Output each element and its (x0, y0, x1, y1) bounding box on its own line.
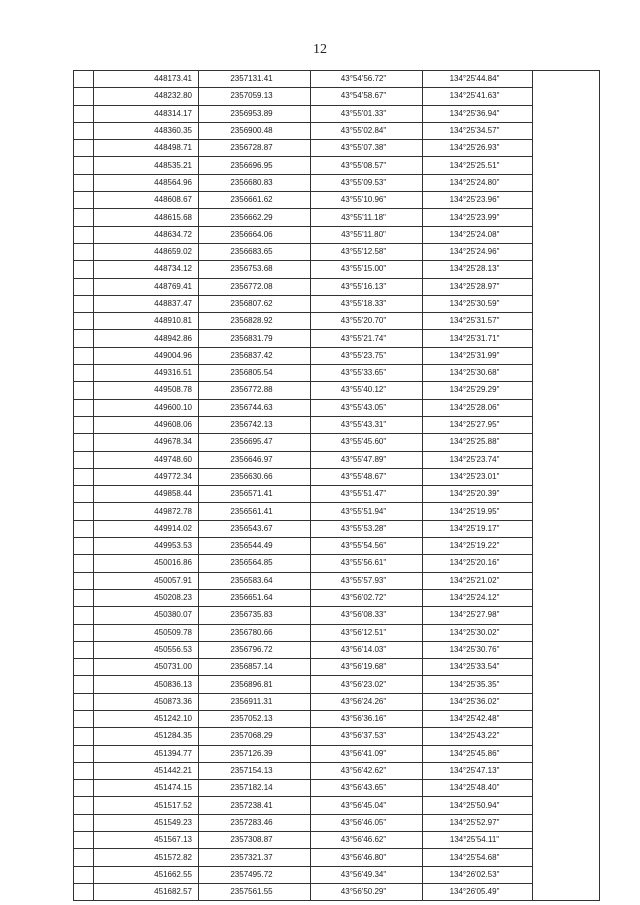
longitude-cell: 134°25'50.94" (423, 797, 533, 814)
latitude-cell: 43°56'46.62" (311, 832, 423, 849)
table-row (74, 607, 600, 624)
coord-x-cell: 449508.78 (94, 382, 199, 399)
coord-x-cell: 450016.86 (94, 555, 199, 572)
table-row (74, 676, 600, 693)
longitude-cell: 134°25'25.51" (423, 157, 533, 174)
longitude-cell: 134°25'45.86" (423, 745, 533, 762)
coord-x-cell: 449914.02 (94, 520, 199, 537)
latitude-cell: 43°55'20.70" (311, 313, 423, 330)
longitude-cell: 134°25'42.48" (423, 710, 533, 727)
coord-y-cell: 2356696.95 (199, 157, 311, 174)
row-blank-cell (74, 814, 94, 831)
coord-x-cell: 450873.36 (94, 693, 199, 710)
table-row (74, 468, 600, 485)
longitude-cell: 134°25'41.63" (423, 88, 533, 105)
latitude-cell: 43°56'46.80" (311, 849, 423, 866)
coord-y-cell: 2357126.39 (199, 745, 311, 762)
longitude-cell: 134°25'31.71" (423, 330, 533, 347)
longitude-cell: 134°25'23.74" (423, 451, 533, 468)
coord-y-cell: 2356831.79 (199, 330, 311, 347)
coord-x-cell: 449748.60 (94, 451, 199, 468)
latitude-cell: 43°56'43.65" (311, 780, 423, 797)
table-row (74, 330, 600, 347)
latitude-cell: 43°55'56.61" (311, 555, 423, 572)
table-row (74, 174, 600, 191)
coord-x-cell: 448314.17 (94, 105, 199, 122)
row-blank-cell (74, 192, 94, 209)
coordinates-table (73, 70, 600, 901)
longitude-cell: 134°26'05.49" (423, 883, 533, 900)
table-row (74, 122, 600, 139)
table-row (74, 762, 600, 779)
latitude-cell: 43°55'09.53" (311, 174, 423, 191)
coord-x-cell: 448173.41 (94, 71, 199, 88)
longitude-cell: 134°25'27.95" (423, 416, 533, 433)
latitude-cell: 43°55'10.96" (311, 192, 423, 209)
coord-x-cell: 449600.10 (94, 399, 199, 416)
row-blank-cell (74, 832, 94, 849)
row-blank-cell (74, 140, 94, 157)
coord-x-cell: 450731.00 (94, 659, 199, 676)
row-blank-cell (74, 382, 94, 399)
row-blank-cell (74, 347, 94, 364)
coord-y-cell: 2356953.89 (199, 105, 311, 122)
longitude-cell: 134°25'36.02" (423, 693, 533, 710)
row-blank-cell (74, 883, 94, 900)
coord-x-cell: 451567.13 (94, 832, 199, 849)
row-blank-cell (74, 122, 94, 139)
longitude-cell: 134°25'19.17" (423, 520, 533, 537)
row-blank-cell (74, 243, 94, 260)
longitude-cell: 134°25'23.96" (423, 192, 533, 209)
longitude-cell: 134°25'34.57" (423, 122, 533, 139)
table-row (74, 209, 600, 226)
coord-x-cell: 451682.57 (94, 883, 199, 900)
coord-y-cell: 2356561.41 (199, 503, 311, 520)
coord-x-cell: 448232.80 (94, 88, 199, 105)
longitude-cell: 134°25'26.93" (423, 140, 533, 157)
coord-x-cell: 451549.23 (94, 814, 199, 831)
row-blank-cell (74, 451, 94, 468)
coord-x-cell: 451442.21 (94, 762, 199, 779)
page-number: 12 (313, 42, 327, 57)
row-blank-cell (74, 607, 94, 624)
table-row (74, 780, 600, 797)
latitude-cell: 43°56'45.04" (311, 797, 423, 814)
longitude-cell: 134°25'48.40" (423, 780, 533, 797)
coord-x-cell: 449858.44 (94, 486, 199, 503)
latitude-cell: 43°55'16.13" (311, 278, 423, 295)
longitude-cell: 134°25'31.99" (423, 347, 533, 364)
row-blank-cell (74, 503, 94, 520)
latitude-cell: 43°55'54.56" (311, 538, 423, 555)
longitude-cell: 134°25'24.80" (423, 174, 533, 191)
latitude-cell: 43°56'37.53" (311, 728, 423, 745)
row-blank-cell (74, 105, 94, 122)
latitude-cell: 43°55'07.38" (311, 140, 423, 157)
coord-x-cell: 448734.12 (94, 261, 199, 278)
table-row (74, 71, 600, 88)
row-blank-cell (74, 745, 94, 762)
row-blank-cell (74, 226, 94, 243)
table-row (74, 105, 600, 122)
longitude-cell: 134°25'47.13" (423, 762, 533, 779)
table-row (74, 589, 600, 606)
longitude-cell: 134°25'28.97" (423, 278, 533, 295)
row-blank-cell (74, 693, 94, 710)
longitude-cell: 134°25'19.95" (423, 503, 533, 520)
coord-y-cell: 2356828.92 (199, 313, 311, 330)
table-row (74, 88, 600, 105)
latitude-cell: 43°56'14.03" (311, 641, 423, 658)
table-row (74, 243, 600, 260)
coord-y-cell: 2357131.41 (199, 71, 311, 88)
longitude-cell: 134°25'54.11" (423, 832, 533, 849)
row-blank-cell (74, 278, 94, 295)
coord-y-cell: 2356742.13 (199, 416, 311, 433)
coord-x-cell: 448910.81 (94, 313, 199, 330)
coord-y-cell: 2357059.13 (199, 88, 311, 105)
coord-y-cell: 2356564.85 (199, 555, 311, 572)
coord-y-cell: 2356807.62 (199, 295, 311, 312)
row-blank-cell (74, 486, 94, 503)
row-blank-cell (74, 88, 94, 105)
coord-y-cell: 2356805.54 (199, 365, 311, 382)
latitude-cell: 43°56'12.51" (311, 624, 423, 641)
longitude-cell: 134°25'30.59" (423, 295, 533, 312)
coord-x-cell: 449678.34 (94, 434, 199, 451)
longitude-cell: 134°25'52.97" (423, 814, 533, 831)
coord-x-cell: 450380.07 (94, 607, 199, 624)
table-row (74, 814, 600, 831)
row-blank-cell (74, 261, 94, 278)
coord-x-cell: 448535.21 (94, 157, 199, 174)
longitude-cell: 134°25'29.29" (423, 382, 533, 399)
table-row (74, 624, 600, 641)
coord-y-cell: 2356772.08 (199, 278, 311, 295)
row-blank-cell (74, 174, 94, 191)
latitude-cell: 43°55'18.33" (311, 295, 423, 312)
coord-y-cell: 2356695.47 (199, 434, 311, 451)
table-row (74, 866, 600, 883)
coord-x-cell: 448360.35 (94, 122, 199, 139)
row-blank-cell (74, 520, 94, 537)
row-blank-cell (74, 365, 94, 382)
latitude-cell: 43°55'02.84" (311, 122, 423, 139)
coord-y-cell: 2356837.42 (199, 347, 311, 364)
latitude-cell: 43°55'12.58" (311, 243, 423, 260)
longitude-cell: 134°25'24.12" (423, 589, 533, 606)
coord-y-cell: 2356857.14 (199, 659, 311, 676)
coord-x-cell: 448564.96 (94, 174, 199, 191)
longitude-cell: 134°25'43.22" (423, 728, 533, 745)
table-row (74, 313, 600, 330)
table-row (74, 416, 600, 433)
coord-y-cell: 2356571.41 (199, 486, 311, 503)
coord-x-cell: 448498.71 (94, 140, 199, 157)
table-row (74, 745, 600, 762)
row-blank-cell (74, 866, 94, 883)
table-row (74, 503, 600, 520)
table-row (74, 693, 600, 710)
table-row (74, 226, 600, 243)
latitude-cell: 43°55'57.93" (311, 572, 423, 589)
row-blank-cell (74, 676, 94, 693)
longitude-cell: 134°25'23.01" (423, 468, 533, 485)
coord-x-cell: 450556.53 (94, 641, 199, 658)
coord-x-cell: 449772.34 (94, 468, 199, 485)
coord-x-cell: 451284.35 (94, 728, 199, 745)
coord-y-cell: 2356728.87 (199, 140, 311, 157)
table-row (74, 140, 600, 157)
coord-y-cell: 2356683.65 (199, 243, 311, 260)
longitude-cell: 134°25'54.68" (423, 849, 533, 866)
longitude-cell: 134°25'31.57" (423, 313, 533, 330)
coord-y-cell: 2356896.81 (199, 676, 311, 693)
coord-x-cell: 451474.15 (94, 780, 199, 797)
table-row (74, 365, 600, 382)
coord-y-cell: 2356651.64 (199, 589, 311, 606)
table-row (74, 295, 600, 312)
latitude-cell: 43°56'36.16" (311, 710, 423, 727)
coord-x-cell: 449316.51 (94, 365, 199, 382)
row-blank-cell (74, 538, 94, 555)
coord-y-cell: 2356796.72 (199, 641, 311, 658)
coord-x-cell: 448615.68 (94, 209, 199, 226)
row-blank-cell (74, 728, 94, 745)
coord-y-cell: 2356772.88 (199, 382, 311, 399)
coord-x-cell: 451517.52 (94, 797, 199, 814)
latitude-cell: 43°55'11.80" (311, 226, 423, 243)
latitude-cell: 43°54'58.67" (311, 88, 423, 105)
table-row (74, 434, 600, 451)
table-row (74, 192, 600, 209)
coord-y-cell: 2356646.97 (199, 451, 311, 468)
longitude-cell: 134°25'30.02" (423, 624, 533, 641)
coord-x-cell: 449953.53 (94, 538, 199, 555)
coord-y-cell: 2356543.67 (199, 520, 311, 537)
latitude-cell: 43°56'41.09" (311, 745, 423, 762)
coord-y-cell: 2356664.06 (199, 226, 311, 243)
coord-y-cell: 2357308.87 (199, 832, 311, 849)
longitude-cell: 134°25'30.76" (423, 641, 533, 658)
latitude-cell: 43°56'02.72" (311, 589, 423, 606)
table-row (74, 382, 600, 399)
table-row (74, 659, 600, 676)
coord-x-cell: 451572.82 (94, 849, 199, 866)
table-row (74, 486, 600, 503)
coord-y-cell: 2356744.63 (199, 399, 311, 416)
latitude-cell: 43°55'15.00" (311, 261, 423, 278)
table-row (74, 710, 600, 727)
table-row (74, 849, 600, 866)
coord-x-cell: 451242.10 (94, 710, 199, 727)
row-blank-cell (74, 641, 94, 658)
longitude-cell: 134°25'30.68" (423, 365, 533, 382)
coord-x-cell: 449004.96 (94, 347, 199, 364)
latitude-cell: 43°54'56.72" (311, 71, 423, 88)
coord-y-cell: 2356753.68 (199, 261, 311, 278)
coord-y-cell: 2356911.31 (199, 693, 311, 710)
coord-x-cell: 448634.72 (94, 226, 199, 243)
latitude-cell: 43°55'08.57" (311, 157, 423, 174)
latitude-cell: 43°56'24.26" (311, 693, 423, 710)
coord-x-cell: 450057.91 (94, 572, 199, 589)
row-blank-cell (74, 849, 94, 866)
longitude-cell: 134°25'36.94" (423, 105, 533, 122)
coord-y-cell: 2357068.29 (199, 728, 311, 745)
row-blank-cell (74, 710, 94, 727)
latitude-cell: 43°55'43.31" (311, 416, 423, 433)
row-blank-cell (74, 797, 94, 814)
coord-y-cell: 2356900.48 (199, 122, 311, 139)
coord-y-cell: 2357495.72 (199, 866, 311, 883)
latitude-cell: 43°55'51.94" (311, 503, 423, 520)
row-blank-cell (74, 555, 94, 572)
table-row (74, 883, 600, 900)
latitude-cell: 43°56'42.62" (311, 762, 423, 779)
coord-x-cell: 451662.55 (94, 866, 199, 883)
coordinates-table-body (74, 71, 600, 901)
coord-x-cell: 448942.86 (94, 330, 199, 347)
row-blank-cell (74, 659, 94, 676)
row-blank-cell (74, 468, 94, 485)
longitude-cell: 134°25'20.39" (423, 486, 533, 503)
row-blank-cell (74, 589, 94, 606)
notes-column-cell (533, 71, 600, 901)
coord-x-cell: 449872.78 (94, 503, 199, 520)
latitude-cell: 43°56'46.05" (311, 814, 423, 831)
latitude-cell: 43°56'49.34" (311, 866, 423, 883)
coord-x-cell: 448608.67 (94, 192, 199, 209)
latitude-cell: 43°55'11.18" (311, 209, 423, 226)
table-row (74, 728, 600, 745)
table-row (74, 451, 600, 468)
table-row (74, 572, 600, 589)
coord-x-cell: 450509.78 (94, 624, 199, 641)
table-row (74, 641, 600, 658)
longitude-cell: 134°25'23.99" (423, 209, 533, 226)
table-row (74, 261, 600, 278)
latitude-cell: 43°56'08.33" (311, 607, 423, 624)
coord-y-cell: 2357182.14 (199, 780, 311, 797)
coord-y-cell: 2357321.37 (199, 849, 311, 866)
row-blank-cell (74, 572, 94, 589)
row-blank-cell (74, 399, 94, 416)
row-blank-cell (74, 780, 94, 797)
coord-y-cell: 2357283.46 (199, 814, 311, 831)
row-blank-cell (74, 209, 94, 226)
row-blank-cell (74, 313, 94, 330)
coord-x-cell: 448837.47 (94, 295, 199, 312)
longitude-cell: 134°25'35.35" (423, 676, 533, 693)
latitude-cell: 43°56'19.68" (311, 659, 423, 676)
longitude-cell: 134°25'24.08" (423, 226, 533, 243)
table-row (74, 797, 600, 814)
longitude-cell: 134°25'25.88" (423, 434, 533, 451)
table-row (74, 157, 600, 174)
table-row (74, 399, 600, 416)
coord-y-cell: 2357154.13 (199, 762, 311, 779)
row-blank-cell (74, 624, 94, 641)
coord-y-cell: 2356583.64 (199, 572, 311, 589)
latitude-cell: 43°55'47.89" (311, 451, 423, 468)
row-blank-cell (74, 157, 94, 174)
latitude-cell: 43°56'23.02" (311, 676, 423, 693)
coord-y-cell: 2357052.13 (199, 710, 311, 727)
latitude-cell: 43°56'50.29" (311, 883, 423, 900)
coord-x-cell: 450836.13 (94, 676, 199, 693)
latitude-cell: 43°55'40.12" (311, 382, 423, 399)
row-blank-cell (74, 295, 94, 312)
coord-x-cell: 448659.02 (94, 243, 199, 260)
longitude-cell: 134°25'44.84" (423, 71, 533, 88)
coord-y-cell: 2357238.41 (199, 797, 311, 814)
table-row (74, 520, 600, 537)
coord-y-cell: 2357561.55 (199, 883, 311, 900)
row-blank-cell (74, 71, 94, 88)
latitude-cell: 43°55'43.05" (311, 399, 423, 416)
coord-y-cell: 2356630.66 (199, 468, 311, 485)
longitude-cell: 134°25'33.54" (423, 659, 533, 676)
table-row (74, 347, 600, 364)
longitude-cell: 134°25'28.13" (423, 261, 533, 278)
coord-x-cell: 448769.41 (94, 278, 199, 295)
longitude-cell: 134°26'02.53" (423, 866, 533, 883)
table-row (74, 555, 600, 572)
latitude-cell: 43°55'23.75" (311, 347, 423, 364)
longitude-cell: 134°25'24.96" (423, 243, 533, 260)
table-row (74, 278, 600, 295)
latitude-cell: 43°55'33.65" (311, 365, 423, 382)
table-row (74, 538, 600, 555)
coord-x-cell: 449608.06 (94, 416, 199, 433)
longitude-cell: 134°25'27.98" (423, 607, 533, 624)
coord-y-cell: 2356680.83 (199, 174, 311, 191)
latitude-cell: 43°55'01.33" (311, 105, 423, 122)
latitude-cell: 43°55'21.74" (311, 330, 423, 347)
latitude-cell: 43°55'45.60" (311, 434, 423, 451)
longitude-cell: 134°25'21.02" (423, 572, 533, 589)
row-blank-cell (74, 330, 94, 347)
coord-y-cell: 2356735.83 (199, 607, 311, 624)
latitude-cell: 43°55'51.47" (311, 486, 423, 503)
coord-x-cell: 450208.23 (94, 589, 199, 606)
coord-y-cell: 2356544.49 (199, 538, 311, 555)
longitude-cell: 134°25'19.22" (423, 538, 533, 555)
row-blank-cell (74, 434, 94, 451)
row-blank-cell (74, 762, 94, 779)
row-blank-cell (74, 416, 94, 433)
latitude-cell: 43°55'53.28" (311, 520, 423, 537)
coord-y-cell: 2356780.66 (199, 624, 311, 641)
coord-y-cell: 2356662.29 (199, 209, 311, 226)
table-row (74, 832, 600, 849)
latitude-cell: 43°55'48.67" (311, 468, 423, 485)
coord-x-cell: 451394.77 (94, 745, 199, 762)
longitude-cell: 134°25'28.06" (423, 399, 533, 416)
longitude-cell: 134°25'20.16" (423, 555, 533, 572)
coord-y-cell: 2356661.62 (199, 192, 311, 209)
